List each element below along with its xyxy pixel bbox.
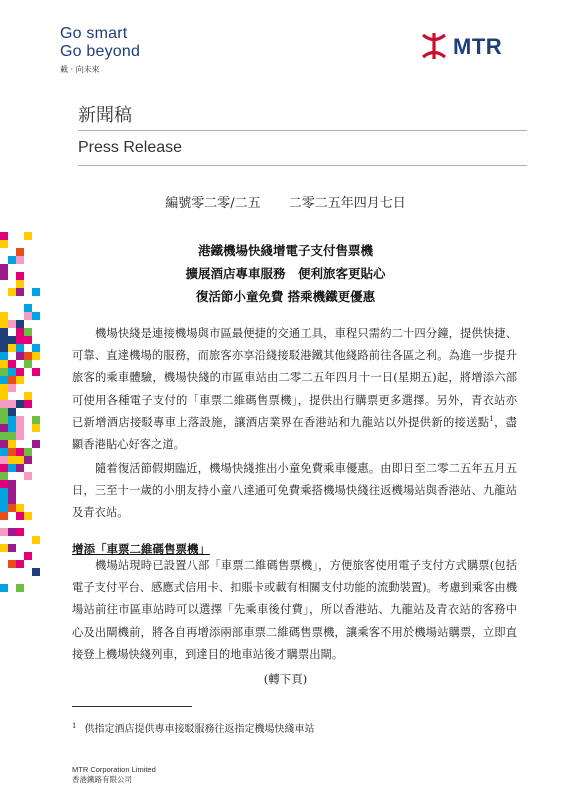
strip-pixel [24,400,32,408]
strip-pixel [0,376,8,384]
body-paragraph-3: 機場站現時已設置八部「車票二維碼售票機」，方便旅客使用電子支付方式購票(包括電子支付平台、感應式信用卡、扣賬卡或載有相關支付功能的流動裝置)。考慮到乘客由機場站前往市區車站時可以選擇「先乘車後付費」，所以香港站、九龍站及青衣站的客務中心及出閘機前，將各自再增添兩部車票二維碼售票機，讓乘客不用於機場站購票，立即直接登上機場快綫列車，到達目的地車站後才購票出閘。 [72,559,517,661]
strip-pixel [32,568,40,576]
strip-pixel [16,456,24,464]
strip-pixel [8,344,16,352]
strip-pixel [0,400,8,408]
strip-pixel [8,288,16,296]
decorative-pixel-strip [0,200,40,600]
gosmart-line2: Go beyond [60,43,141,60]
company-name-chinese: 香港鐵路有限公司 [72,775,132,784]
strip-pixel [32,424,40,432]
strip-pixel [24,352,32,360]
strip-pixel [16,432,24,440]
strip-pixel [16,336,24,344]
strip-pixel [0,240,8,248]
footer [72,765,156,785]
strip-pixel [16,584,24,592]
continued-note: (轉下頁) [263,672,308,686]
strip-pixel [8,384,16,392]
mtr-wordmark: MTR [453,34,503,59]
strip-pixel [16,368,24,376]
gosmart-logo [60,25,180,80]
strip-pixel [16,288,24,296]
strip-pixel [8,496,16,504]
strip-pixel [16,256,24,264]
strip-pixel [24,336,32,344]
strip-pixel [0,272,8,280]
strip-pixel [0,488,8,496]
strip-pixel [16,504,24,512]
strip-pixel [0,328,8,336]
strip-pixel [0,440,8,448]
strip-pixel [0,480,8,488]
title-divider-top [78,130,527,131]
strip-pixel [24,392,32,400]
strip-pixel [8,544,16,552]
strip-pixel [16,448,24,456]
strip-pixel [32,416,40,424]
strip-pixel [8,256,16,264]
strip-pixel [8,560,16,568]
footnote-reference: 1 [489,415,494,424]
strip-pixel [8,416,16,424]
strip-pixel [16,280,24,288]
strip-pixel [8,464,16,472]
strip-pixel [0,264,8,272]
strip-pixel [8,424,16,432]
strip-pixel [8,368,16,376]
strip-pixel [8,360,16,368]
gosmart-tagline: 載 · 向未來 [60,65,100,74]
strip-pixel [24,448,32,456]
strip-pixel [8,528,16,536]
strip-pixel [0,472,8,480]
strip-pixel [8,448,16,456]
headline-3: 復活節小童免費 搭乘機鐵更優惠 [195,289,376,304]
strip-pixel [16,352,24,360]
strip-pixel [32,368,40,376]
strip-pixel [0,368,8,376]
strip-pixel [0,344,8,352]
strip-pixel [24,552,32,560]
strip-pixel [16,272,24,280]
reference-number: 編號零二零/二五 [165,196,261,211]
strip-pixel [24,312,32,320]
press-release-title-english: Press Release [78,139,183,156]
body-paragraph-2: 隨着復活節假期臨近，機場快綫推出小童免費乘車優惠。由即日至二零二五年五月五日，三至十一歲的小朋友持小童八達通可免費乘搭機場快綫往返機場站與香港站、九龍站及青衣站。 [72,462,517,520]
strip-pixel [0,456,8,464]
footnote-mark: 1 [72,721,77,730]
strip-pixel [32,288,40,296]
strip-pixel [32,344,40,352]
strip-pixel [8,432,16,440]
strip-pixel [16,464,24,472]
section-heading: 增添「車票二維碼售票機」 [72,542,210,556]
strip-pixel [0,408,8,416]
strip-pixel [0,584,8,592]
strip-pixel [8,376,16,384]
strip-pixel [24,360,32,368]
strip-pixel [8,440,16,448]
strip-pixel [0,360,8,368]
strip-pixel [16,328,24,336]
strip-pixel [16,416,24,424]
strip-pixel [0,384,8,392]
strip-pixel [8,320,16,328]
strip-pixel [0,312,8,320]
strip-pixel [0,352,8,360]
strip-pixel [8,488,16,496]
footnote-divider [72,706,192,707]
strip-pixel [16,248,24,256]
body-paragraph-1 [72,323,517,456]
strip-pixel [0,424,8,432]
strip-pixel [16,424,24,432]
headline-2: 擴展酒店專車服務 便利旅客更貼心 [185,266,386,281]
strip-pixel [0,544,8,552]
strip-pixel [8,408,16,416]
paragraph-1-text: 機場快綫是連接機場與市區最便捷的交通工具，車程只需約二十四分鐘，提供快捷、可靠、直達機場的服務，而旅客亦享沿綫接駁港鐵其他綫路前往各區之利。為進一步提升旅客的乘車體驗，機場快綫的市區車站由二零二五年四月十一日(星期五)起，將增添六部可使用各種電子支付的「車票二維碼售票機」，提供出行購票更多選擇。另外，青衣站亦已新增酒店接駁專車上落設施，讓酒店業界在香港站和九龍站以外提供新的接送點 [72,327,517,429]
strip-pixel [16,320,24,328]
strip-pixel [8,336,16,344]
gosmart-line1: Go smart [60,25,128,42]
strip-pixel [0,464,8,472]
strip-pixel [32,536,40,544]
strip-pixel [0,528,8,536]
strip-pixel [0,504,8,512]
footnote [72,720,314,735]
strip-pixel [24,304,32,312]
strip-pixel [8,400,16,408]
strip-pixel [32,312,40,320]
company-name-english: MTR Corporation Limited [72,765,156,774]
release-date: 二零二五年四月七日 [288,196,406,211]
strip-pixel [24,232,32,240]
strip-pixel [8,480,16,488]
strip-pixel [0,512,8,520]
strip-pixel [16,400,24,408]
mtr-symbol-icon [419,32,449,60]
strip-pixel [24,328,32,336]
strip-pixel [32,352,40,360]
strip-pixel [16,344,24,352]
paragraph-1-end: ，盡顯香港貼心好客之道。 [72,415,517,452]
strip-pixel [0,496,8,504]
strip-pixel [0,320,8,328]
reference-line [0,192,571,211]
strip-pixel [8,504,16,512]
strip-pixel [32,440,40,448]
strip-pixel [16,528,24,536]
strip-pixel [16,512,24,520]
strip-pixel [0,416,8,424]
strip-pixel [0,448,8,456]
strip-pixel [8,456,16,464]
strip-pixel [0,392,8,400]
press-release-title-chinese: 新聞稿 [78,105,132,126]
mtr-logo [417,32,527,62]
strip-pixel [0,336,8,344]
strip-pixel [24,456,32,464]
headline-1: 港鐵機場快綫增電子支付售票機 [197,243,373,258]
strip-pixel [24,512,32,520]
strip-pixel [24,472,32,480]
footnote-text: 供指定酒店提供專車接駁服務往返指定機場快綫車站 [84,724,315,735]
strip-pixel [16,376,24,384]
strip-pixel [0,432,8,440]
strip-pixel [16,560,24,568]
strip-pixel [0,232,8,240]
title-divider-bottom [78,165,527,166]
